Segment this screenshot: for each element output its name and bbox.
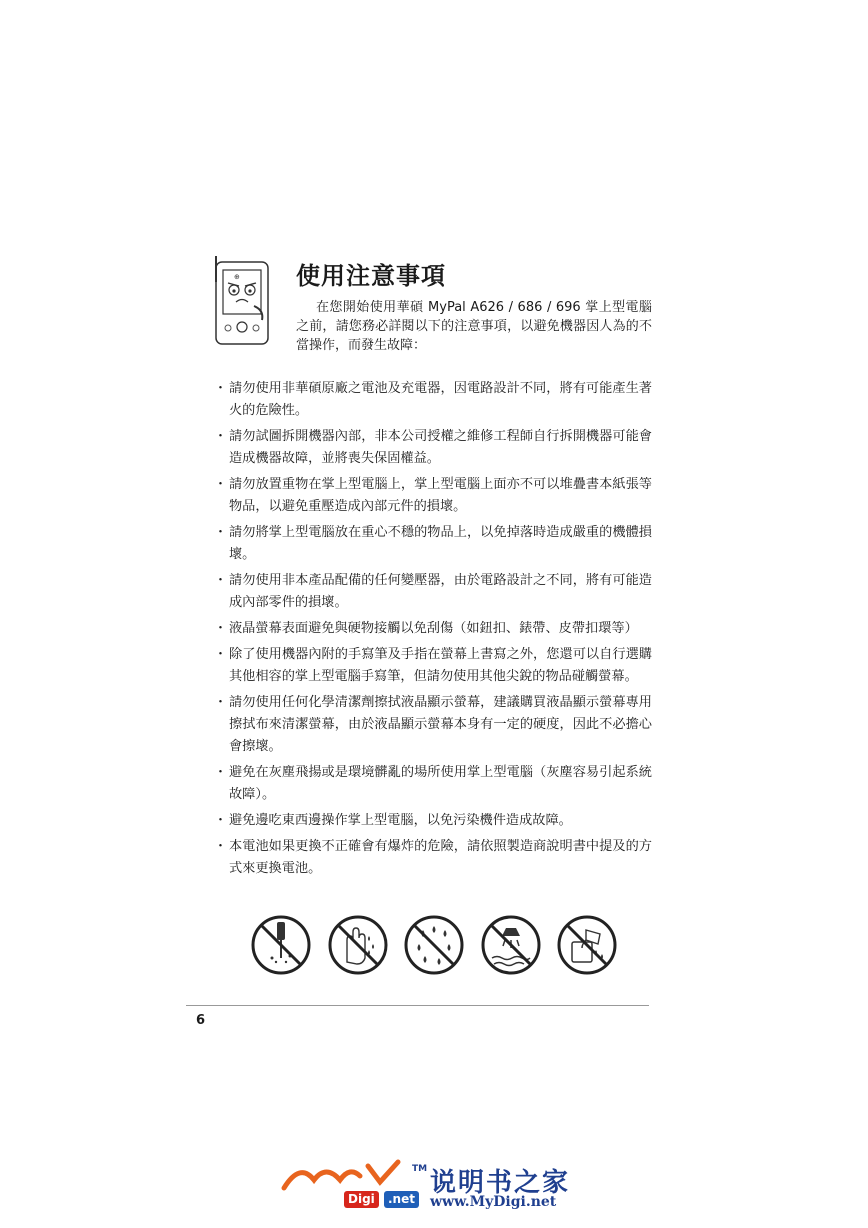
- svg-text:⊕: ⊕: [234, 273, 240, 281]
- list-item: ・ 請勿使用非華碩原廠之電池及充電器，因電路設計不同，將有可能產生著火的危險性。: [212, 378, 652, 422]
- precaution-list: [212, 378, 652, 884]
- no-wet-hands-icon: [327, 914, 389, 976]
- no-water-drops-icon: [403, 914, 465, 976]
- bullet-dot: ・: [213, 839, 228, 854]
- bullet-dot: ・: [213, 477, 228, 492]
- bullet-dot: ・: [213, 813, 228, 828]
- bullet-dot: ・: [213, 621, 228, 636]
- trademark-mark: TM: [412, 1164, 428, 1174]
- list-item: ・ 液晶螢幕表面避免與硬物接觸以免刮傷（如鈕扣、錶帶、皮帶扣環等）: [212, 618, 652, 640]
- footer-divider: [186, 1005, 649, 1006]
- list-item: ・ 請勿將掌上型電腦放在重心不穩的物品上，以免掉落時造成嚴重的機體損壞。: [212, 522, 652, 566]
- no-screwdriver-icon: [250, 914, 312, 976]
- brand-name: 说明书之家: [430, 1168, 571, 1198]
- list-item: ・ 請勿試圖拆開機器內部，非本公司授權之維修工程師自行拆開機器可能會造成機器故障，並將喪失保固權益。: [212, 426, 652, 470]
- bullet-dot: ・: [213, 525, 228, 540]
- bullet-dot: ・: [213, 647, 228, 662]
- bullet-dot: ・: [213, 573, 228, 588]
- net-badge: .net: [384, 1191, 419, 1208]
- page-number: 6: [196, 1013, 206, 1028]
- digi-badge: Digi: [344, 1191, 379, 1208]
- list-item: ・ 避免在灰塵飛揚或是環境髒亂的場所使用掌上型電腦（灰塵容易引起系統故障）。: [212, 762, 652, 806]
- brand-url: www.MyDigi.net: [430, 1194, 557, 1210]
- no-liquid-spill-icon: [556, 914, 618, 976]
- page-title: 使用注意事項: [296, 262, 446, 290]
- bullet-dot: ・: [213, 429, 228, 444]
- list-item: ・ 本電池如果更換不正確會有爆炸的危險，請依照製造商說明書中提及的方式來更換電池。: [212, 836, 652, 880]
- list-item: ・ 請勿放置重物在掌上型電腦上，掌上型電腦上面亦不可以堆疊書本紙張等物品，以避免重壓造成內部元件的損壞。: [212, 474, 652, 518]
- list-item: ・ 請勿使用任何化學清潔劑擦拭液晶顯示螢幕，建議購買液晶顯示螢幕專用擦拭布來清潔螢幕，由於液晶顯示螢幕本身有一定的硬度，因此不必擔心會擦壞。: [212, 692, 652, 758]
- intro-paragraph: 在您開始使用華碩 MyPal A626 / 686 / 696 掌上型電腦之前，請您務必詳閱以下的注意事項，以避免機器因人為的不當操作，而發生故障：: [296, 300, 652, 353]
- list-item: ・ 請勿使用非本產品配備的任何變壓器，由於電路設計之不同，將有可能造成內部零件的損壞。: [212, 570, 652, 614]
- bullet-dot: ・: [213, 381, 228, 396]
- bullet-dot: ・: [213, 695, 228, 710]
- watermark-logo: [280, 1158, 620, 1218]
- list-item: ・ 除了使用機器內附的手寫筆及手指在螢幕上書寫之外，您還可以自行選購其他相容的掌上型電腦手寫筆，但請勿使用其他尖銳的物品碰觸螢幕。: [212, 644, 652, 688]
- warning-icons-row: [250, 914, 618, 976]
- pda-mascot-icon: [212, 252, 274, 348]
- mydigi-logo-icon: [280, 1158, 420, 1192]
- bullet-dot: ・: [213, 765, 228, 780]
- list-item: ・ 避免邊吃東西邊操作掌上型電腦，以免污染機件造成故障。: [212, 810, 652, 832]
- no-shower-icon: [480, 914, 542, 976]
